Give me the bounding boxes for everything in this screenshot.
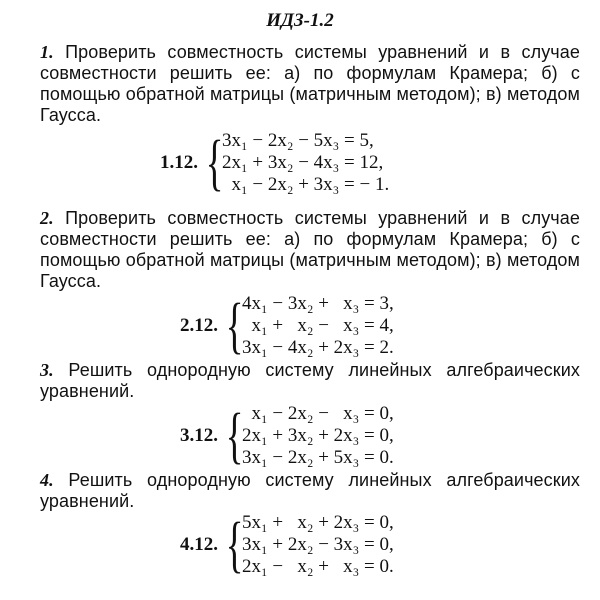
equation-system-1: [160, 130, 389, 196]
equation: 3x₁ − 4x₂ + 2x₃ = 2.: [242, 337, 394, 358]
equation: 5x₁ + x₂ + 2x₃ = 0,: [242, 512, 394, 533]
task-text: Решить однородную систему линейных алгебраических уравнений.: [40, 360, 580, 401]
task-number: 4.: [40, 470, 54, 490]
brace-icon: {: [225, 511, 244, 579]
task-number: 1.: [40, 42, 54, 62]
equation: 4x₁ − 3x₂ + x₃ = 3,: [242, 293, 394, 314]
task-text: Решить однородную систему линейных алгебраических уравнений.: [40, 470, 580, 511]
brace-icon: {: [225, 292, 244, 360]
system-label: 3.12.: [180, 425, 218, 446]
page-title: ИДЗ-1.2: [266, 10, 334, 31]
equation-system-4: [180, 512, 394, 578]
equation: 3x₁ − 2x₂ + 5x₃ = 0.: [242, 447, 394, 468]
equation: x₁ + x₂ − x₃ = 4,: [242, 315, 394, 336]
task-number: 3.: [40, 360, 54, 380]
system-label: 4.12.: [180, 534, 218, 555]
equation: x₁ − 2x₂ − x₃ = 0,: [242, 403, 394, 424]
brace-icon: {: [225, 402, 244, 470]
equation: x₁ − 2x₂ + 3x₃ = − 1.: [222, 174, 390, 195]
equation: 3x₁ − 2x₂ − 5x₃ = 5,: [222, 130, 374, 151]
task-3: [40, 360, 580, 402]
equation-system-3: [180, 403, 394, 469]
equation: 3x₁ + 2x₂ − 3x₃ = 0,: [242, 534, 394, 555]
task-number: 2.: [40, 208, 54, 228]
task-text: Проверить совместность системы уравнений и в случае совместности решить ее: а) по формулам Крамера; б) с помощью обратной матрицы (матричным методом); в) методом Гаусса.: [40, 42, 580, 125]
task-text: Проверить совместность системы уравнений и в случае совместности решить ее: а) по формулам Крамера; б) с помощью обратной матрицы (матричным методом); в) методом Гаусса.: [40, 208, 580, 291]
system-label: 1.12.: [160, 152, 198, 173]
brace-icon: {: [205, 129, 224, 197]
task-4: [40, 470, 580, 512]
equation: 2x₁ + 3x₂ + 2x₃ = 0,: [242, 425, 394, 446]
equation-system-2: [180, 293, 394, 359]
system-label: 2.12.: [180, 315, 218, 336]
task-2: [40, 208, 580, 292]
task-1: [40, 42, 580, 126]
equation: 2x₁ − x₂ + x₃ = 0.: [242, 556, 394, 577]
equation: 2x₁ + 3x₂ − 4x₃ = 12,: [222, 152, 384, 173]
